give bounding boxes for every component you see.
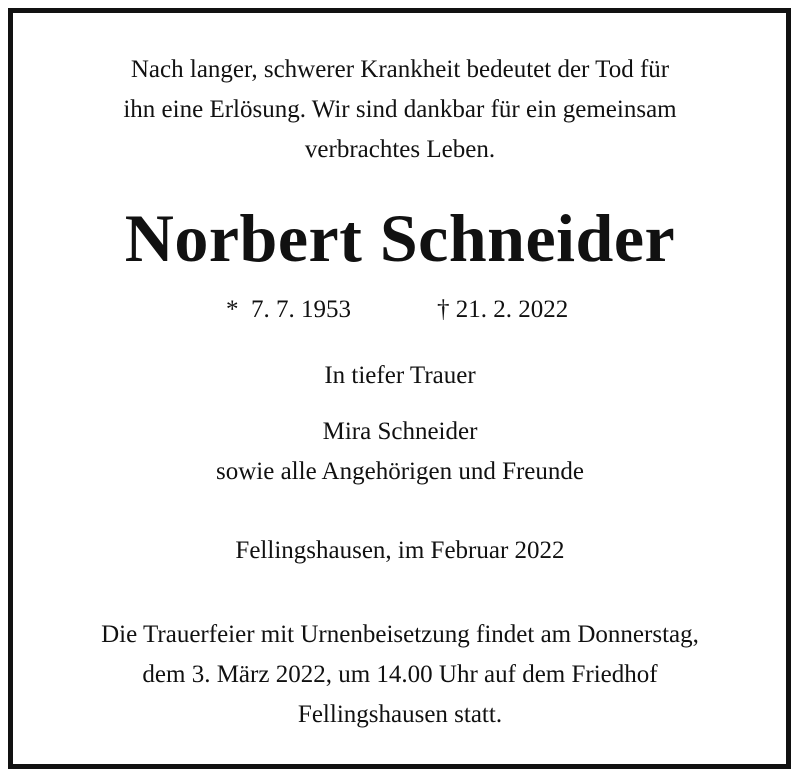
intro-line: verbrachtes Leben. (304, 136, 496, 163)
signers (0, 412, 800, 492)
signer-line: Mira Schneider (322, 418, 478, 445)
deceased-name: Norbert Schneider (124, 200, 676, 276)
life-dates (0, 290, 800, 330)
signer-line: sowie alle Angehörigen und Freunde (216, 458, 584, 485)
intro-line: ihn eine Erlösung. Wir sind dankbar für ein gemeinsam (123, 96, 677, 123)
death-date: † 21. 2. 2022 (437, 296, 569, 323)
intro-text (0, 50, 800, 170)
intro-line: Nach langer, schwerer Krankheit bedeutet der Tod für (130, 56, 670, 83)
service-line: Die Trauerfeier mit Urnenbeisetzung findet am Donnerstag, (101, 621, 699, 648)
service-line: Fellingshausen statt. (297, 701, 503, 728)
service-line: dem 3. März 2022, um 14.00 Uhr auf dem Friedhof (142, 661, 658, 688)
service-info (0, 615, 800, 735)
place-date: Fellingshausen, im Februar 2022 (235, 537, 565, 564)
mourning-phrase: In tiefer Trauer (324, 362, 476, 389)
birth-date: * 7. 7. 1953 (226, 296, 351, 323)
